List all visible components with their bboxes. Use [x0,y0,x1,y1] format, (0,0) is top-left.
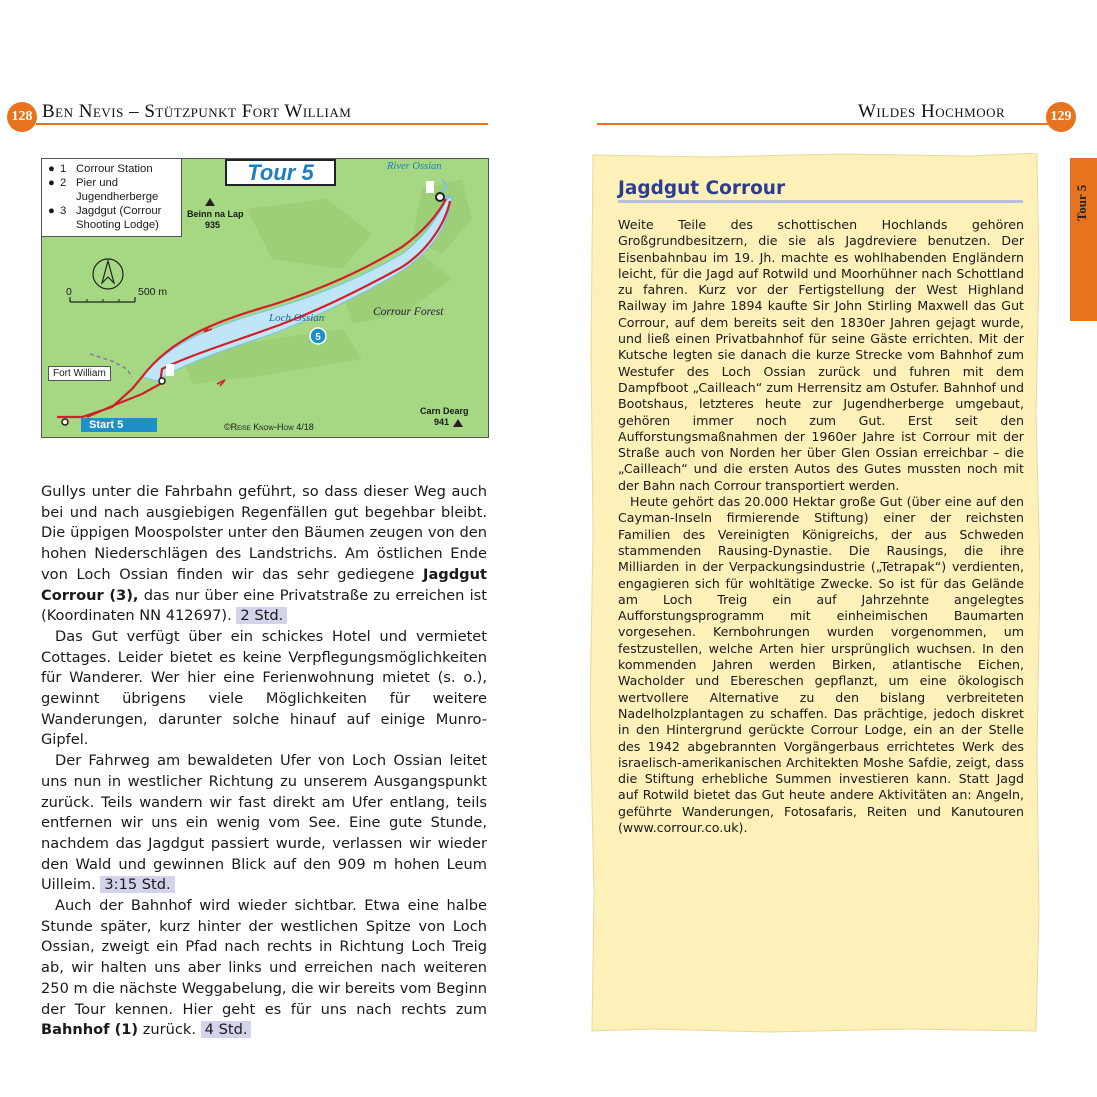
paragraph [41,482,487,627]
page-number-left: 128 [7,102,37,132]
point-jagdgut [436,193,444,201]
legend-text: Pier und Jugendherberge [76,177,159,203]
paragraph [41,896,487,1041]
tour-marker-label: 5 [315,332,321,343]
label-forest: Corrour Forest [373,306,444,318]
peak2-height: 941 [434,417,450,427]
running-head-left: Ben Nevis – Stützpunkt Fort William [42,101,352,122]
label-fort-william: Fort William [48,366,111,381]
paragraph: Weite Teile des schottischen Hochlands gehören Großgrundbesitzern, die sie als Jagdreviere benutzen. Der Eisenbahnbau im 19. Jh. machte es wohlhabenden Engländern leicht, für die Jagd auf Rotwild und Moorhühner nach Schottland zu fahren. Kurz vor der Fertigstellung der West Highland Railway im Jahre 1894 kaufte Sir John Stirling Maxwell das Gut Corrour, auf dem bereits seit den 1830er Jahren gejagt wurde, und ließ einen Privatbahnhof für seine Gäste errichten. Mit der Kutsche legten sie danach die kurze Strecke vom Bahnhof zum Westufer des Loch Ossian zurück und fuhren mit dem Dampfboot „Cailleach“ zum Herrensitz am Ostufer. Bahnhof und Bootshaus, letzteres heute zur Jugendherberge umgebaut, gehören immer noch zum Gut. Erst seit den Aufforstungsmaßnahmen der 1960er Jahre ist Corrour mit der Straße auch von Norden her über Glen Ossian erreichbar – die „Cailleach“ und die ersten Autos des Gutes mussten noch mit der Bahn nach Corrour transportiert werden. [618,217,1024,493]
text: Auch der Bahnhof wird wieder sichtbar. Etwa eine halbe Stunde später, kurz hinter der westlichen Spitze von Loch Ossian, zweigt ein Pfad nach rechts in Richtung Loch Treig ab, wir halten uns aber links und erreichen nach weiteren 250 m die nächste Weggabelung, die wir bereits vom Beginn der Tour kennen. Hier geht es für uns nach rechts zum [41,897,487,1018]
tour-map [41,158,489,438]
header-rule-right [597,123,1049,125]
paragraph [41,751,487,896]
map-copyright: ©Reise Know-How 4/18 [224,422,314,432]
time-badge: 2 Std. [236,607,287,624]
bold-text: Bahnhof (1) [41,1021,139,1039]
legend-text: Jagdgut (Corrour Shooting Lodge) [76,205,162,231]
label-peak1 [187,209,244,231]
map-legend [41,158,182,237]
label-start: Start 5 [81,418,157,432]
text: zurück. [138,1021,197,1039]
text: Der Fahrweg am bewaldeten Ufer von Loch Ossian leitet uns nun in westlicher Richtung zu unserem Ausgangspunkt zurück. Teils wandern wir fast direkt am Ufer entlang, teils entfernen wir uns ein wenig vom See. Eine gute Stunde, nachdem das Jagdgut passiert wurde, verlassen wir wieder den Wald und gewinnen Blick auf den 909 m hohen Leum Uilleim. [41,752,487,894]
map-title: Tour 5 [225,159,336,186]
legend-text: Corrour Station [76,163,153,175]
text: das nur über eine Privatstraße zu erreichen ist (Koordinaten NN 412697). [41,586,487,625]
scale-zero: 0 [66,286,72,298]
time-badge: 3:15 Std. [100,876,174,893]
legend-item: ● 3 Jagdgut (Corrour Shooting Lodge) [48,204,181,232]
header-rule-left [36,123,488,125]
peak1-height: 935 [205,220,221,230]
legend-item: ● 1 Corrour Station [48,163,153,175]
building-icon [426,181,434,193]
point-pier [159,378,165,384]
info-box-text [618,217,1024,836]
text: Gullys unter die Fahrbahn geführt, so dass dieser Weg auch bei und nach ausgiebigen Regenfällen gut begehbar bleibt. Die üppigen Moospolster unter den Bäumen zeugen von den hohen Niederschlägen des Landstrichs. Am östlichen Ende von Loch Ossian finden wir das sehr gediegene [41,483,487,583]
building-icon [166,364,174,376]
running-head-right: Wildes Hochmoor [858,101,1006,122]
time-badge: 4 Std. [201,1021,252,1038]
info-box-rule [618,200,1023,203]
bold-text: Jagdgut Corrour (3), [41,565,487,604]
label-river: River Ossian [387,161,442,172]
paragraph: Heute gehört das 20.000 Hektar große Gut (über eine auf den Cayman-Inseln firmierende Stiftung) einer der reichsten Familien des Vereinigten Königreichs, der aus Schweden stammenden Rausing-Dynastie. Die Rausings, die ihre Milliarden in der Verpackungsindustrie („Tetrapak“) verdienten, engagieren sich für wohltätige Zwecke. So ist für das Gelände am Loch Treig ein auf Jahrzehnte angelegtes Aufforstungsprogramm mit einheimischen Baumarten vorgesehen. Kernbohrungen wurden vorgenommen, um festzustellen, welche Arten hier ursprünglich wuchsen. In den kommenden Jahren werden Birken, atlantische Eichen, Wacholder und Ebereschen gepflanzt, um eine ökologisch wertvollere Alternative zu den bislang verbreiteten Nadelholzplantagen zu schaffen. Das prächtige, jedoch diskret in den Hintergrund gerückte Corrour Lodge, ein an der Stelle des 1942 abgebrannten Vorgängerbaus errichtetes Werk des israelisch-amerikanischen Architekten Moshe Safdie, zeigt, dass die Stiftung erhebliche Summen investieren kann. Statt Jagd auf Rotwild bietet das Gut heute andere Aktivitäten an: Angeln, geführte Wanderungen, Fotosafaris, Reiten und Kanutouren (www.corrour.co.uk). [618,494,1024,835]
point-station [62,419,68,425]
label-peak2 [420,406,469,428]
legend-item: ● 2 Pier und Jugendherberge [48,176,181,204]
thumb-tab-label: Tour 5 [1074,184,1089,222]
page-number-right: 129 [1046,102,1076,132]
legend-num: 3 [60,205,67,217]
peak1-name: Beinn na Lap [187,209,244,219]
info-box-title: Jagdgut Corrour [618,178,786,199]
paragraph: Das Gut verfügt über ein schickes Hotel und vermietet Cottages. Leider bietet es keine Verpflegungsmöglichkeiten für Wanderer. Wer hier eine Ferienwohnung mietet (s. o.), gewinnt übrigens viele Möglichkeiten für weitere Wanderungen, darunter solche hinauf auf einige Munro-Gipfel. [41,627,487,749]
scale-length: 500 m [138,286,168,298]
body-text [41,482,487,1041]
legend-num: 1 [60,163,67,175]
legend-num: 2 [60,177,67,189]
label-loch: Loch Ossian [269,312,325,324]
peak2-name: Carn Dearg [420,406,469,416]
